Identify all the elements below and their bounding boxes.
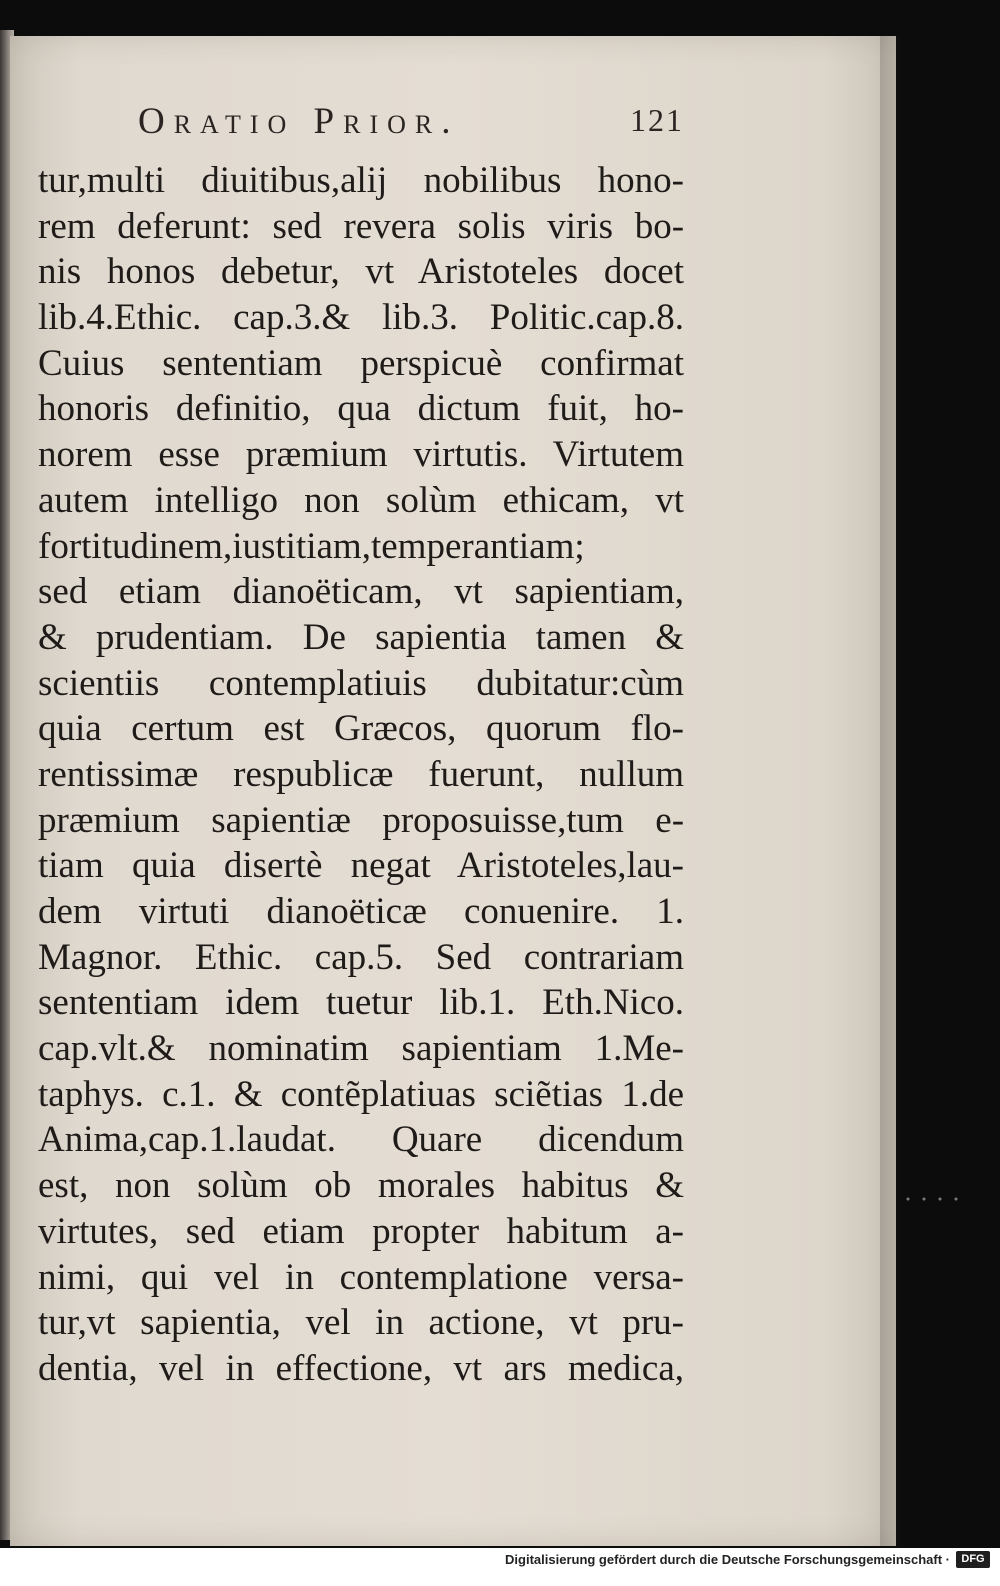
text-line: dem virtuti dianoëticæ conuenire. 1. <box>38 891 685 932</box>
running-head <box>138 100 698 150</box>
page-number: 121 <box>630 102 684 138</box>
text-line: quia certum est Græcos, quorum flo- <box>38 708 684 750</box>
text-line: rem deferunt: sed revera solis viris bo- <box>38 205 685 247</box>
text-line: sed etiam dianoëticam, vt sapientiam, <box>38 571 684 613</box>
text-line: sententiam idem tuetur lib.1. Eth.Nico. <box>38 982 684 1024</box>
text-line: autem intelligo non solùm ethicam, vt <box>38 479 684 521</box>
text-line: est, non solùm ob morales habitus & <box>38 1165 684 1207</box>
text-line: honoris definitio, qua dictum fuit, ho- <box>38 388 684 430</box>
text-line: tur,vt sapientia, vel in actione, vt pru- <box>38 1302 685 1344</box>
text-line: præmium sapientiæ proposuisse,tum e- <box>38 799 685 841</box>
footer-credit: Digitalisierung gefördert durch die Deutsche Forschungsgemeinschaft · <box>505 1552 950 1567</box>
text-line: nimi, qui vel in contemplatione versa- <box>38 1256 684 1298</box>
text-line: lib.4.Ethic. cap.3.& lib.3. Politic.cap.8. <box>38 297 684 339</box>
text-line: & prudentiam. De sapientia tamen & <box>38 616 685 658</box>
text-line: norem esse præmium virtutis. Virtutem <box>38 434 684 476</box>
text-line: scientiis contemplatiuis dubitatur:cùm <box>38 662 684 704</box>
text-line: tur,multi diuitibus,alij nobilibus hono- <box>38 160 685 201</box>
body-text <box>38 158 688 1392</box>
text-line: fortitudinem,iustitiam,temperantiam; <box>38 525 585 567</box>
text-line: Magnor. Ethic. cap.5. Sed contrariam <box>38 936 684 978</box>
page-edge-shadow <box>880 36 902 1546</box>
text-line: cap.vlt.& nominatim sapientiam 1.Me- <box>38 1028 684 1070</box>
running-head-title: Oratio Prior. <box>138 101 460 142</box>
text-line: virtutes, sed etiam propter habitum a- <box>38 1210 684 1252</box>
dfg-logo: DFG <box>956 1551 990 1568</box>
text-line: nis honos debetur, vt Aristoteles docet <box>38 251 685 293</box>
text-line: dentia, vel in effectione, vt ars medica, <box>38 1347 685 1389</box>
text-line: Cuius sententiam perspicuè confirmat <box>38 342 684 384</box>
text-line: tiam quia disertè negat Aristoteles,lau- <box>38 845 685 887</box>
text-line: rentissimæ respublicæ fuerunt, nullum <box>38 753 685 795</box>
text-line: Anima,cap.1.laudat. Quare dicendum <box>38 1119 685 1161</box>
scan-artifact-dots <box>900 1196 970 1202</box>
text-line: taphys. c.1. & contẽplatiuas sciẽtias 1.de <box>38 1073 684 1115</box>
